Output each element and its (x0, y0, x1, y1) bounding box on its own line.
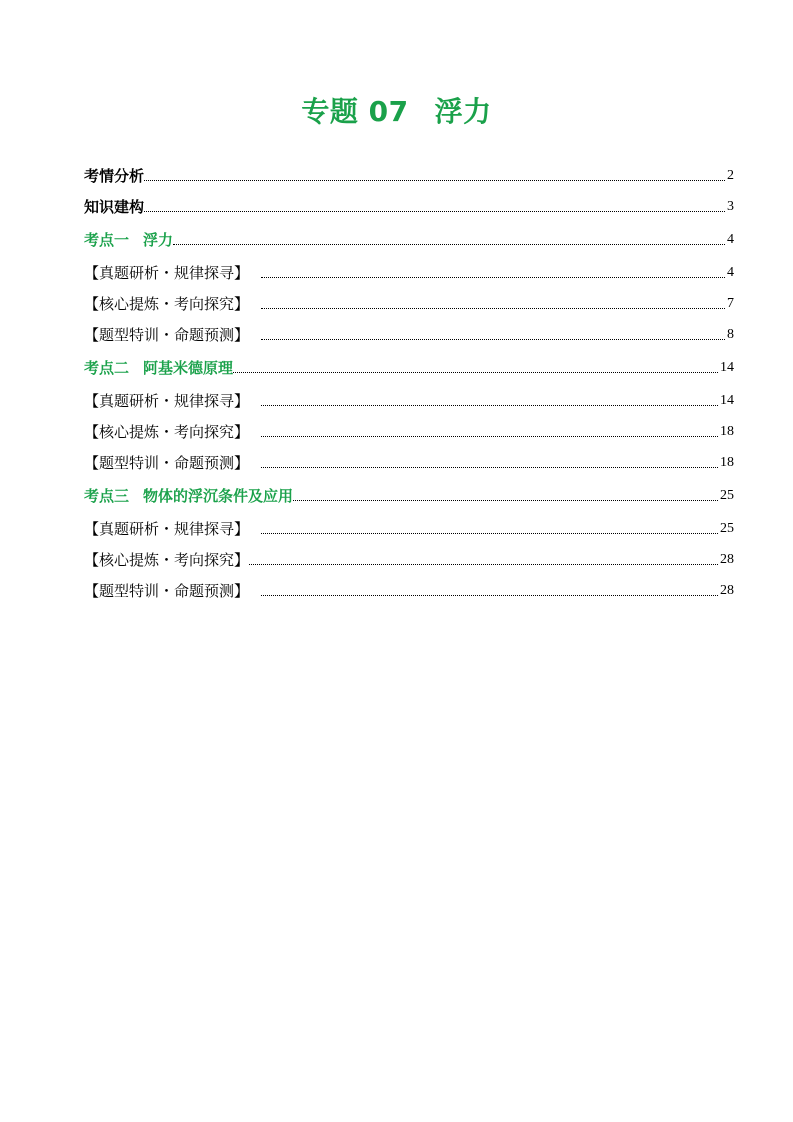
toc-leader-dots (261, 532, 718, 534)
toc-label: 【真题研析・规律探寻】 (84, 520, 250, 538)
toc-section-label (84, 359, 233, 377)
toc-page-number: 18 (720, 455, 734, 470)
toc-leader-dots (261, 404, 718, 406)
toc-page-number: 28 (720, 552, 734, 567)
toc-page-number: 14 (720, 393, 734, 408)
toc-entry-analysis[interactable] (84, 154, 734, 185)
toc-entry-subsection[interactable] (84, 379, 734, 410)
toc-leader-dots (261, 307, 725, 309)
toc-page-number: 4 (727, 232, 734, 247)
toc-label: 【核心提炼・考向探究】 (84, 551, 250, 569)
toc-leader-dots (233, 371, 718, 373)
title-series: 专题 07 (301, 95, 409, 128)
toc-label: 考情分析 (84, 167, 145, 185)
toc-label: 【题型特训・命题预测】 (84, 454, 250, 472)
toc-label: 【题型特训・命题预测】 (84, 582, 250, 600)
toc-leader-dots (261, 466, 718, 468)
toc-section-title: 物体的浮沉条件及应用 (143, 487, 294, 505)
toc-label: 知识建构 (84, 198, 145, 216)
toc-section-title: 阿基米德原理 (143, 359, 234, 377)
toc-entry-subsection[interactable] (84, 251, 734, 282)
toc-label: 【真题研析・规律探寻】 (84, 264, 250, 282)
toc-entry-subsection[interactable] (84, 569, 734, 600)
title-topic: 浮力 (434, 95, 492, 128)
toc-leader-dots (144, 179, 725, 181)
toc-leader-dots (144, 210, 725, 212)
toc-label: 【核心提炼・考向探究】 (84, 423, 250, 441)
toc-page-number: 25 (720, 488, 734, 503)
toc-entry-subsection[interactable] (84, 313, 734, 344)
toc-entry-subsection[interactable] (84, 538, 734, 569)
toc-page-number: 14 (720, 360, 734, 375)
toc-page-number: 4 (727, 265, 734, 280)
document-title (0, 90, 793, 130)
toc-section-title: 浮力 (143, 231, 174, 249)
toc-leader-dots (293, 499, 718, 501)
toc-section-number: 考点三 (84, 487, 130, 505)
toc-entry-section-1[interactable] (84, 218, 734, 249)
toc-entry-subsection[interactable] (84, 507, 734, 538)
table-of-contents (84, 154, 734, 600)
toc-leader-dots (261, 338, 725, 340)
toc-page-number: 3 (727, 199, 734, 214)
toc-entry-subsection[interactable] (84, 441, 734, 472)
toc-page-number: 7 (727, 296, 734, 311)
toc-leader-dots (249, 563, 718, 565)
toc-page-number: 28 (720, 583, 734, 598)
toc-page-number: 18 (720, 424, 734, 439)
toc-entry-section-2[interactable] (84, 346, 734, 377)
toc-page-number: 25 (720, 521, 734, 536)
toc-page-number: 8 (727, 327, 734, 342)
toc-leader-dots (261, 594, 718, 596)
toc-leader-dots (173, 243, 725, 245)
toc-section-label (84, 231, 173, 249)
toc-section-number: 考点一 (84, 231, 130, 249)
toc-label: 【真题研析・规律探寻】 (84, 392, 250, 410)
toc-entry-structure[interactable] (84, 185, 734, 216)
toc-section-label (84, 487, 293, 505)
toc-entry-subsection[interactable] (84, 410, 734, 441)
toc-entry-section-3[interactable] (84, 474, 734, 505)
toc-label: 【题型特训・命题预测】 (84, 326, 250, 344)
toc-leader-dots (261, 276, 725, 278)
toc-leader-dots (261, 435, 718, 437)
toc-label: 【核心提炼・考向探究】 (84, 295, 250, 313)
toc-page-number: 2 (727, 168, 734, 183)
toc-entry-subsection[interactable] (84, 282, 734, 313)
toc-section-number: 考点二 (84, 359, 130, 377)
